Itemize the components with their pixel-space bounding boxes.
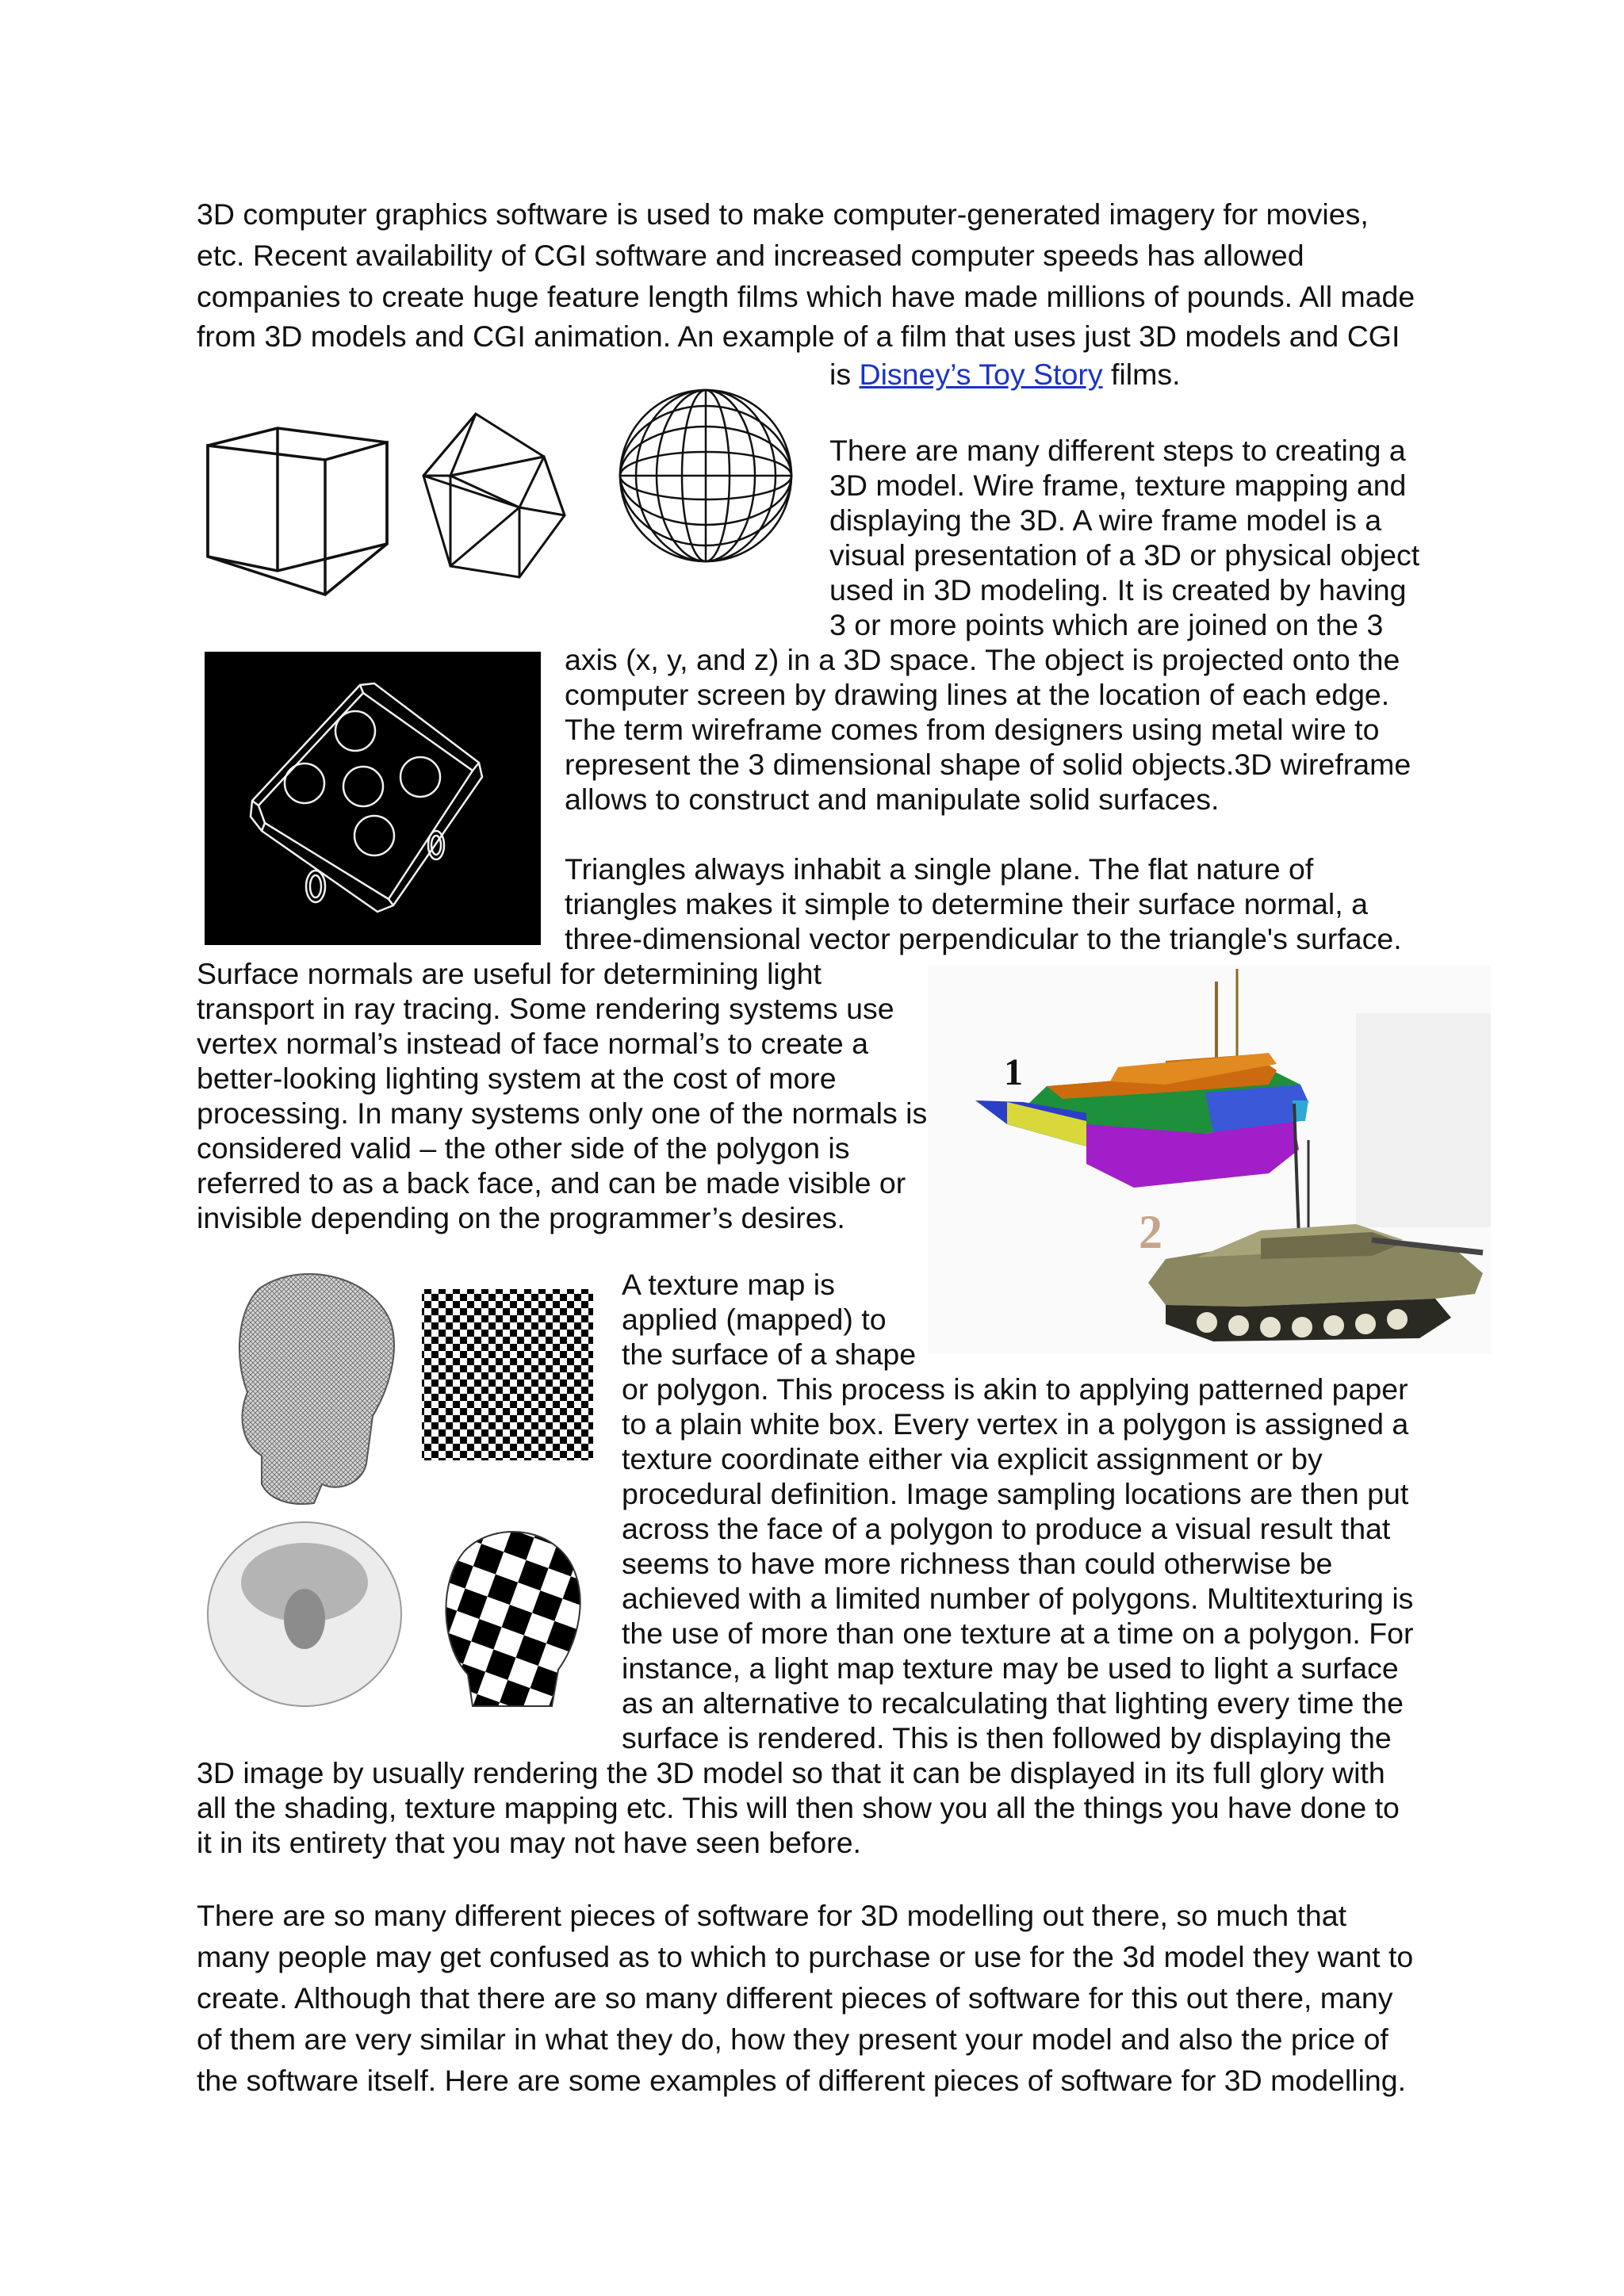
tanks-svg	[928, 966, 1491, 1354]
wireframe-sphere	[620, 390, 791, 561]
wireframe-shapes-image	[198, 388, 817, 610]
triangles-left-line-5: processing. In many systems only one of the normals is	[197, 1096, 928, 1130]
texture-narrow-line-3: the surface of a shape	[622, 1337, 917, 1371]
texture-mid-line-1: or polygon. This process is akin to applying patterned paper	[622, 1372, 1408, 1406]
software-line-2: many people may get confused as to which to purchase or use for the 3d model they want to	[197, 1940, 1414, 1973]
wireframe-shapes-svg	[198, 388, 817, 610]
wireframe-mid-line-1: axis (x, y, and z) in a 3D space. The object is projected onto the	[565, 643, 1400, 676]
triangles-mid-line-3: three-dimensional vector perpendicular to the triangle's surface.	[565, 922, 1402, 955]
intro-line-4: from 3D models and CGI animation. An example of a film that uses just 3D models and CGI	[197, 320, 1400, 353]
link-suffix: films.	[1102, 358, 1181, 391]
link-prefix: is	[829, 358, 860, 391]
texture-mid-line-8: the use of more than one texture at a time on a polygon. For	[622, 1617, 1414, 1650]
texture-mid-line-6: seems to have more richness than could otherwise be	[622, 1547, 1333, 1580]
tank-label-1: 1	[1004, 1051, 1023, 1093]
wireframe-mid-line-5: allows to construct and manipulate solid surfaces.	[565, 783, 1220, 816]
wireframe-mid-line-2: computer screen by drawing lines at the location of each edge.	[565, 678, 1390, 711]
intro-line-2: etc. Recent availability of CGI software and increased computer speeds has allowed	[197, 239, 1304, 272]
texture-heads-svg	[203, 1265, 599, 1709]
triangles-left-line-8: invisible depending on the programmer’s desires.	[197, 1201, 845, 1234]
triangles-mid-line-2: triangles makes it simple to determine their surface normal, a	[565, 887, 1368, 920]
intro-line-5	[829, 354, 1181, 395]
toy-story-link[interactable]: Disney’s Toy Story	[859, 358, 1103, 391]
checkered-head-graphic	[446, 1532, 580, 1706]
wireframe-icosahedron	[423, 414, 565, 577]
triangles-left-line-4: better-looking lighting system at the cost of more	[197, 1062, 837, 1095]
wireframe-right-line-2: 3D model. Wire frame, texture mapping and	[829, 469, 1407, 502]
intro-line-1: 3D computer graphics software is used to make computer-generated imagery for movies,	[197, 197, 1369, 231]
software-line-1: There are so many different pieces of software for 3D modelling out there, so much that	[197, 1899, 1347, 1932]
wireframe-right-line-6: 3 or more points which are joined on the 3	[829, 608, 1384, 641]
wireframe-right-line-4: visual presentation of a 3D or physical object	[829, 538, 1420, 572]
texture-mid-line-11: surface is rendered. This is then followed by displaying the	[622, 1721, 1392, 1755]
wireframe-cube	[208, 428, 387, 595]
checkerboard-texture-graphic	[422, 1289, 593, 1460]
texture-mid-line-7: achieved with a limited number of polygons. Multitexturing is	[622, 1582, 1414, 1615]
mesh-head-graphic	[239, 1274, 394, 1504]
texture-mid-line-5: across the face of a polygon to produce a visual result that	[622, 1512, 1391, 1545]
dice-wireframe-image	[205, 652, 541, 945]
texture-heads-image	[203, 1265, 599, 1709]
software-line-3: create. Although that there are so many different pieces of software for this out there, many	[197, 1981, 1393, 2015]
wireframe-right-line-3: displaying the 3D. A wire frame model is a	[829, 503, 1382, 537]
dice-wireframe-svg	[205, 652, 541, 945]
texture-narrow-line-2: applied (mapped) to	[622, 1303, 887, 1336]
texture-full-line-1: 3D image by usually rendering the 3D model so that it can be displayed in its full glory with	[197, 1756, 1385, 1789]
wireframe-mid-line-3: The term wireframe comes from designers using metal wire to	[565, 713, 1380, 746]
wireframe-mid-line-4: represent the 3 dimensional shape of solid objects.3D wireframe	[565, 748, 1411, 781]
software-line-4: of them are very similar in what they do, how they present your model and also the price of	[197, 2022, 1388, 2056]
tank-label-2: 2	[1139, 1206, 1162, 1258]
texture-narrow-line-1: A texture map is	[622, 1268, 835, 1301]
tanks-image	[928, 966, 1491, 1354]
triangles-left-line-7: referred to as a back face, and can be made visible or	[197, 1166, 906, 1200]
triangles-left-line-3: vertex normal’s instead of face normal’s to create a	[197, 1027, 868, 1060]
triangles-left-line-2: transport in ray tracing. Some rendering systems use	[197, 992, 894, 1025]
texture-full-line-2: all the shading, texture mapping etc. This will then show you all the things you have done to	[197, 1791, 1400, 1824]
wireframe-right-line-1: There are many different steps to creating a	[829, 434, 1406, 467]
texture-mid-line-9: instance, a light map texture may be used to light a surface	[622, 1651, 1399, 1685]
texture-full-line-3: it in its entirety that you may not have seen before.	[197, 1826, 861, 1859]
texture-mid-line-10: as an alternative to recalculating that lighting every time the	[622, 1686, 1404, 1720]
triangles-mid-line-1: Triangles always inhabit a single plane. The flat nature of	[565, 852, 1314, 886]
texture-mid-line-4: procedural definition. Image sampling locations are then put	[622, 1477, 1409, 1510]
texture-mid-line-2: to a plain white box. Every vertex in a polygon is assigned a	[622, 1407, 1409, 1441]
wireframe-right-line-5: used in 3D modeling. It is created by having	[829, 573, 1407, 607]
software-line-5: the software itself. Here are some examples of different pieces of software for 3D modelling.	[197, 2064, 1407, 2097]
texture-mid-line-3: texture coordinate either via explicit assignment or by	[622, 1442, 1323, 1475]
triangles-left-line-1: Surface normals are useful for determining light	[197, 957, 822, 990]
intro-line-3: companies to create huge feature length films which have made millions of pounds. All made	[197, 280, 1415, 313]
triangles-left-line-6: considered valid – the other side of the polygon is	[197, 1131, 850, 1165]
